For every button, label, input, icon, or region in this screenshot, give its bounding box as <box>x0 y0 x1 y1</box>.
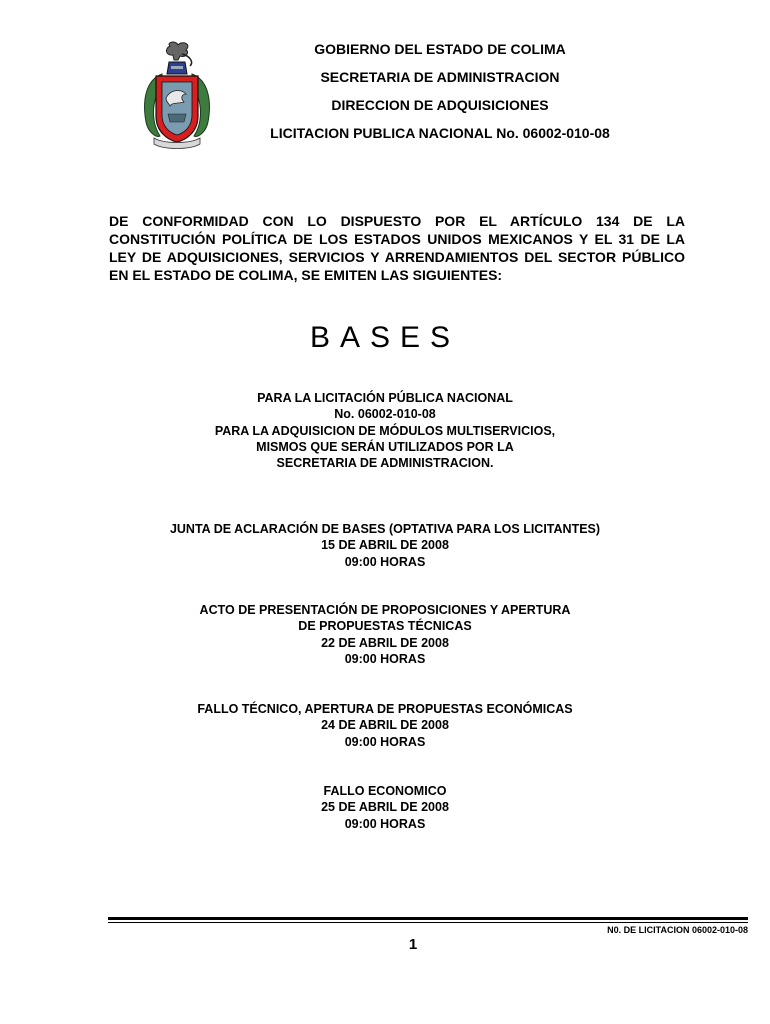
event-time: 09:00 HORAS <box>344 816 426 831</box>
event-date: 22 DE ABRIL DE 2008 <box>321 635 449 650</box>
intro-paragraph: DE CONFORMIDAD CON LO DISPUESTO POR EL ARTÍCULO 134 DE LA CONSTITUCIÓN POLÍTICA DE LOS ESTADOS UNIDOS MEXICANOS Y EL 31 DE LA LEY DE ADQUISICIONES, SERVICIOS Y ARRENDAMIENTOS DEL SECTOR PÚBLICO EN EL ESTADO DE COLIMA, SE EMITEN LAS SIGUIENTES: <box>109 213 685 283</box>
purpose-line: PARA LA LICITACIÓN PÚBLICA NACIONAL <box>257 391 513 405</box>
purpose-line: MISMOS QUE SERÁN UTILIZADOS POR LA <box>256 439 514 454</box>
footer-tender-number: N0. DE LICITACION 06002-010-08 <box>607 925 748 935</box>
purpose-block <box>0 390 770 471</box>
event-title: JUNTA DE ACLARACIÓN DE BASES (OPTATIVA PARA LOS LICITANTES) <box>169 522 601 536</box>
document-header <box>230 40 650 152</box>
event-date: 15 DE ABRIL DE 2008 <box>321 538 449 553</box>
header-tender-number: LICITACION PUBLICA NACIONAL No. 06002-010-08 <box>270 125 610 141</box>
header-secretariat: SECRETARIA DE ADMINISTRACION <box>320 69 560 85</box>
purpose-line: PARA LA ADQUISICION DE MÓDULOS MULTISERVICIOS, <box>214 423 556 438</box>
event-time: 09:00 HORAS <box>344 651 426 666</box>
event-title: FALLO TÉCNICO, APERTURA DE PROPUESTAS ECONÓMICAS <box>197 702 573 716</box>
event-clarification-meeting <box>0 521 770 570</box>
purpose-line: SECRETARIA DE ADMINISTRACION. <box>276 456 494 471</box>
event-proposals-presentation <box>0 602 770 667</box>
event-title: ACTO DE PRESENTACIÓN DE PROPOSICIONES Y APERTURA <box>199 603 571 617</box>
event-subtitle: DE PROPUESTAS TÉCNICAS <box>298 619 472 634</box>
event-time: 09:00 HORAS <box>344 554 426 569</box>
event-title: FALLO ECONOMICO <box>323 784 447 798</box>
footer-divider-thin <box>108 922 748 923</box>
coat-of-arms-icon <box>140 40 214 152</box>
document-title: BASES <box>309 321 461 354</box>
page-number: 1 <box>408 936 418 953</box>
event-economic-ruling <box>0 783 770 832</box>
event-date: 24 DE ABRIL DE 2008 <box>321 718 449 733</box>
header-government: GOBIERNO DEL ESTADO DE COLIMA <box>314 41 566 57</box>
event-technical-ruling <box>0 701 770 750</box>
footer-divider <box>108 917 748 920</box>
event-date: 25 DE ABRIL DE 2008 <box>321 800 449 815</box>
event-time: 09:00 HORAS <box>344 734 426 749</box>
header-direction: DIRECCION DE ADQUISICIONES <box>331 97 549 113</box>
purpose-line: No. 06002-010-08 <box>334 407 436 422</box>
